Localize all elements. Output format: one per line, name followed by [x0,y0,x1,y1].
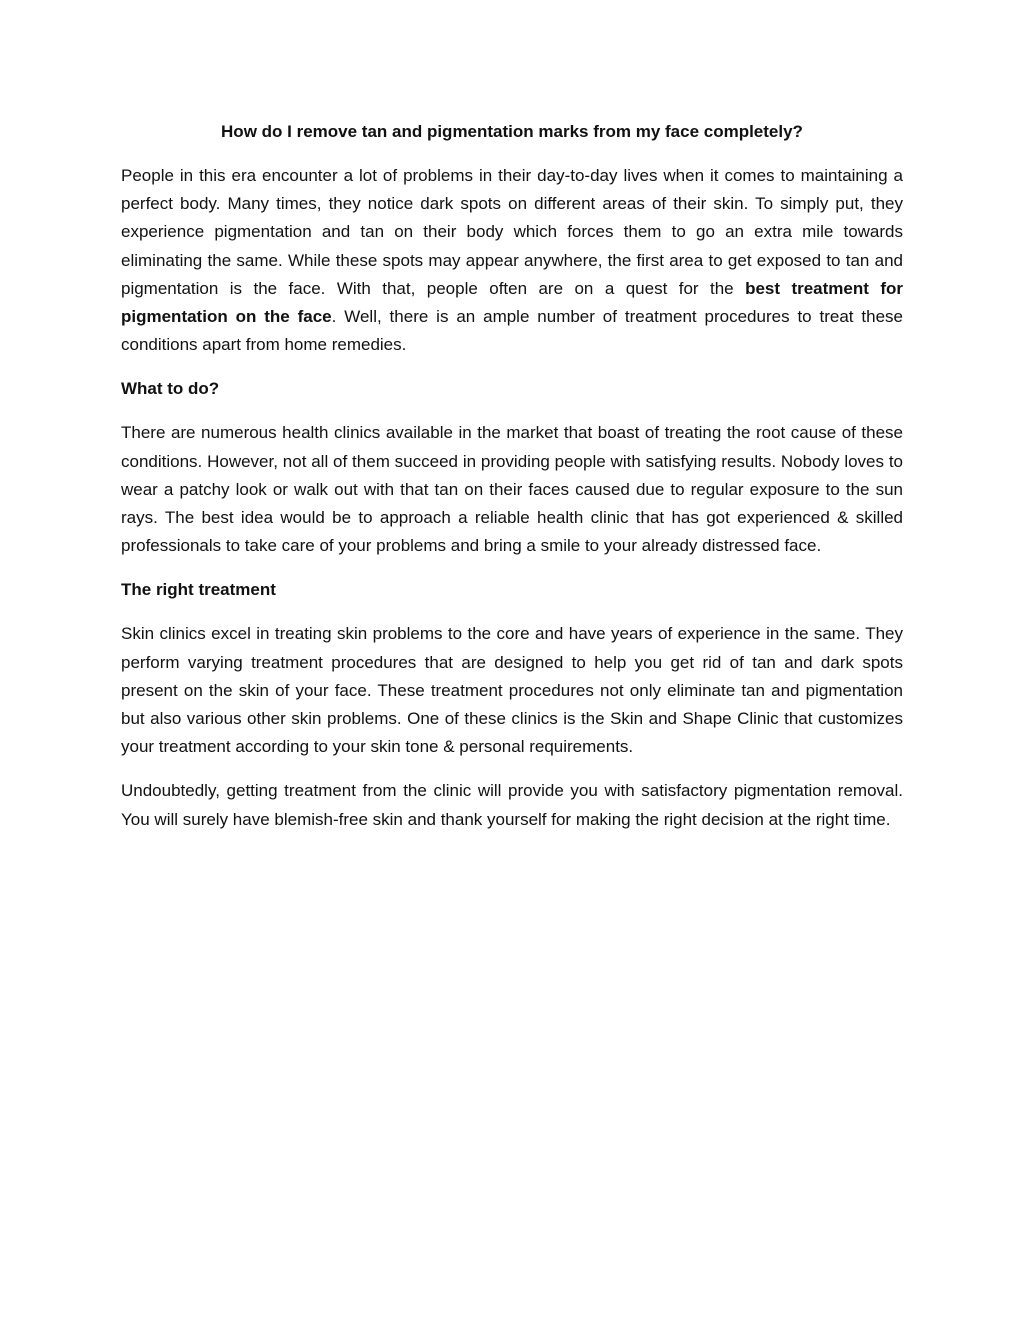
section-heading-right-treatment: The right treatment [121,580,276,600]
intro-bold-phrase: best treatment for pigmentation on the face [121,278,903,327]
right-treatment-paragraph-2: Undoubtedly, getting treatment from the clinic will provide you with satisfactory pigmentation removal. You will surely have blemish-free skin and thank yourself for making the right decision at the right time. [121,781,903,829]
what-to-do-paragraph: There are numerous health clinics available in the market that boast of treating the root cause of these conditions. However, not all of them succeed in providing people with satisfying results. Nobody loves to wear a patchy look or walk out with that tan on their faces caused due to regular exposure to the sun rays. The best idea would be to approach a reliable health clinic that has got experienced & skilled professionals to take care of your problems and bring a smile to your already distressed face. [121,423,903,556]
intro-text-start: People in this era encounter a lot of problems in their day-to-day lives when it comes to maintaining a perfect body. Many times, they notice dark spots on different areas of their skin. To simply put, they experience pigmentation and tan on their body which forces them to go an extra mile towards eliminating the same. While these spots may appear anywhere, the first area to get exposed to tan and pigmentation is the face. With that, people often are on a quest for the [121,166,903,298]
document-page [121,118,903,850]
right-treatment-paragraph-1: Skin clinics excel in treating skin problems to the core and have years of experience in the same. They perform varying treatment procedures that are designed to help you get rid of tan and dark spots present on the skin of your face. These treatment procedures not only eliminate tan and pigmentation but also various other skin problems. One of these clinics is the Skin and Shape Clinic that customizes your treatment according to your skin tone & personal requirements. [121,624,903,757]
section-heading-what-to-do: What to do? [121,379,220,399]
document-title: How do I remove tan and pigmentation marks from my face completely? [221,122,803,141]
intro-text-end: . Well, there is an ample number of treatment procedures to treat these conditions apart from home remedies. [121,307,903,355]
intro-paragraph [121,162,903,359]
